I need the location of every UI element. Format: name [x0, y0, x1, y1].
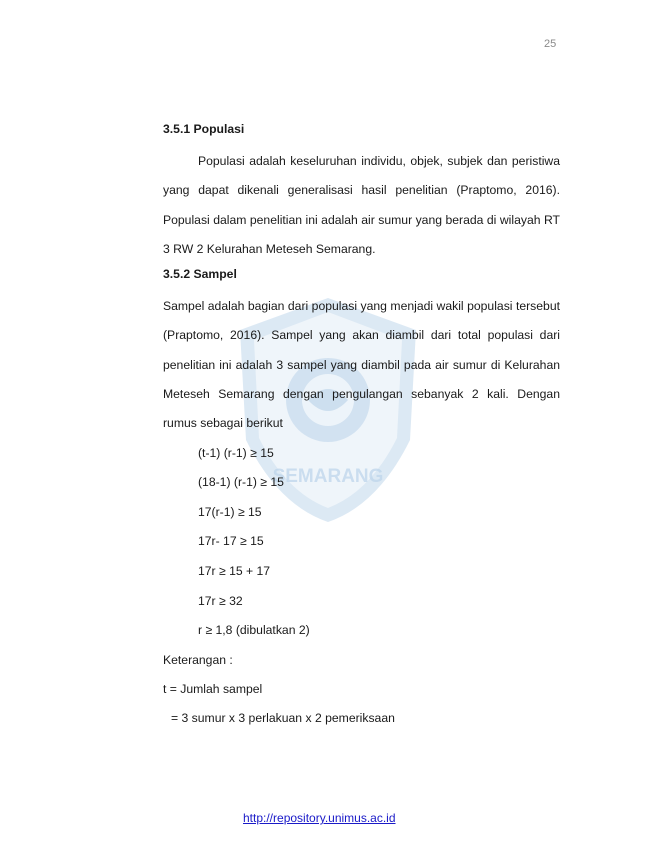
keterangan-line-1: t = Jumlah sampel: [163, 682, 263, 697]
formula-line: 17(r-1) ≥ 15: [198, 504, 262, 519]
formula-line: 17r- 17 ≥ 15: [198, 534, 264, 549]
section-heading-sampel: 3.5.2 Sampel: [163, 267, 237, 282]
sampel-paragraph: Sampel adalah bagian dari populasi yang menjadi wakil populasi tersebut (Praptomo, 2016). Sampel yang akan diambil dari total populasi dari penelitian ini adalah 3 sampel yang diambil pada air sumur di Kelurahan Meteseh Semarang dengan pengulangan sebanyak 2 kali. Dengan rumus sebagai berikut: [163, 299, 560, 431]
formula-line: 17r ≥ 32: [198, 593, 243, 608]
formula-line: 17r ≥ 15 + 17: [198, 564, 271, 579]
formula-line: (18-1) (r-1) ≥ 15: [198, 475, 284, 490]
formula-line: r ≥ 1,8 (dibulatkan 2): [198, 623, 310, 638]
page-number: 25: [544, 38, 557, 50]
keterangan-label: Keterangan :: [163, 652, 233, 667]
populasi-paragraph: Populasi adalah keseluruhan individu, objek, subjek dan peristiwa yang dapat dikenali generalisasi hasil penelitian (Praptomo, 2016). Populasi dalam penelitian ini adalah air sumur yang berada di wilayah RT 3 RW 2 Kelurahan Meteseh Semarang.: [163, 154, 560, 256]
formula-line: (t-1) (r-1) ≥ 15: [198, 445, 274, 460]
logo-watermark-text: SEMARANG: [272, 466, 384, 487]
section-heading-populasi: 3.5.1 Populasi: [163, 122, 245, 136]
keterangan-line-2: = 3 sumur x 3 perlakuan x 2 pemeriksaan: [171, 711, 395, 726]
page-content: [163, 118, 560, 734]
repository-link[interactable]: http://repository.unimus.ac.id: [243, 811, 396, 825]
formula-block: [163, 439, 560, 646]
